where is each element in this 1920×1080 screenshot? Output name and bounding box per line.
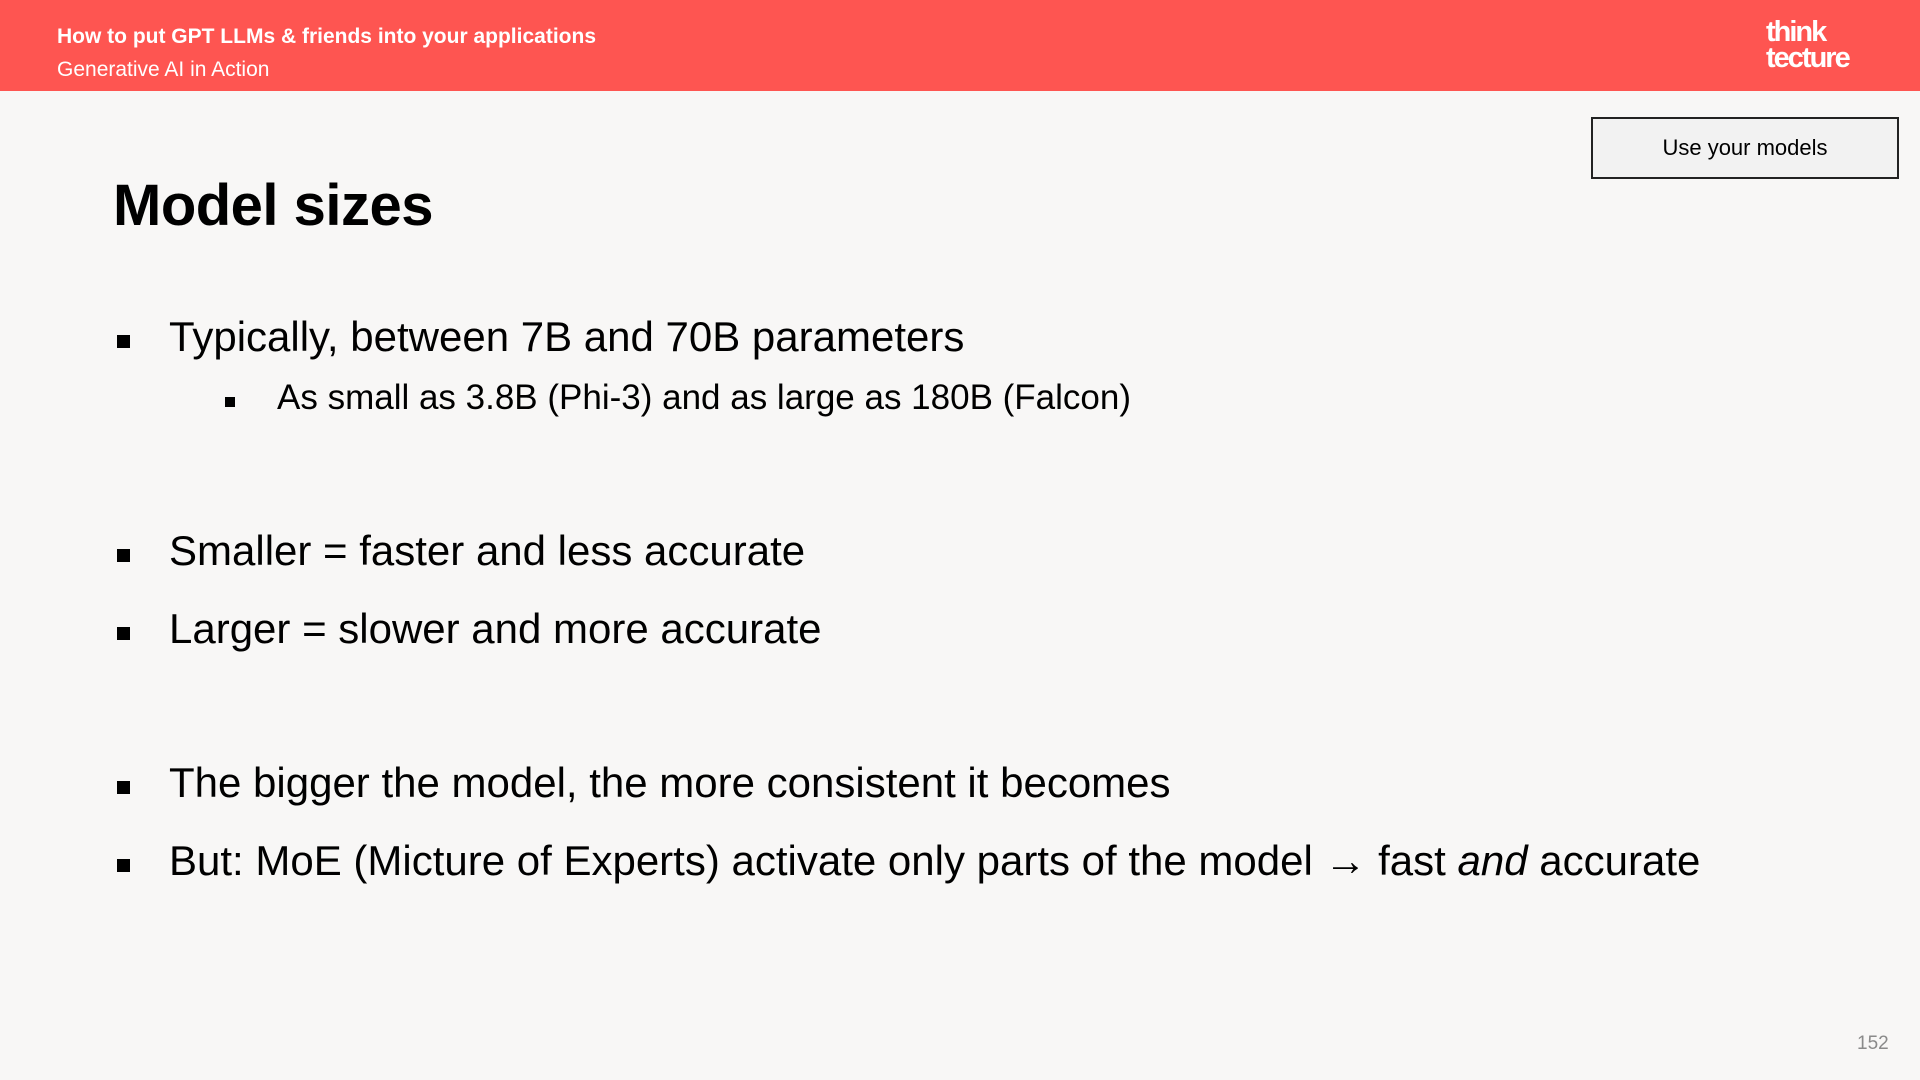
presentation-title: How to put GPT LLMs & friends into your applications [57, 25, 596, 48]
bullet-text: Smaller = faster and less accurate [169, 527, 806, 574]
page-number: 152 [1857, 1033, 1889, 1054]
bullet-text: Typically, between 7B and 70B parameters [169, 313, 965, 360]
bullet-text-italic: and [1457, 837, 1528, 884]
slide-header-bar [0, 0, 1920, 91]
bullet-square-icon [117, 549, 130, 562]
bullet-text: The bigger the model, the more consistent it becomes [169, 759, 1171, 806]
logo-line-tecture: tecture [1766, 42, 1849, 74]
bullet-square-icon [117, 335, 130, 348]
bullet-square-icon [225, 397, 235, 407]
slide-title: Model sizes [113, 173, 434, 238]
bullet-text: As small as 3.8B (Phi-3) and as large as 180B (Falcon) [277, 378, 1131, 417]
logo-line-think: think [1766, 16, 1826, 48]
bullet-text: Larger = slower and more accurate [169, 605, 822, 652]
section-label-box[interactable]: Use your models [1591, 117, 1899, 179]
bullet-square-icon [117, 627, 130, 640]
thinktecture-logo [1766, 16, 1866, 74]
bullet-text-before: But: MoE (Micture of Experts) activate only parts of the model → fast [169, 837, 1458, 884]
bullet-square-icon [117, 859, 130, 872]
presentation-subtitle: Generative AI in Action [57, 58, 270, 81]
bullet-text-after: accurate [1527, 837, 1701, 884]
bullet-text [169, 837, 1700, 885]
bullet-square-icon [117, 781, 130, 794]
